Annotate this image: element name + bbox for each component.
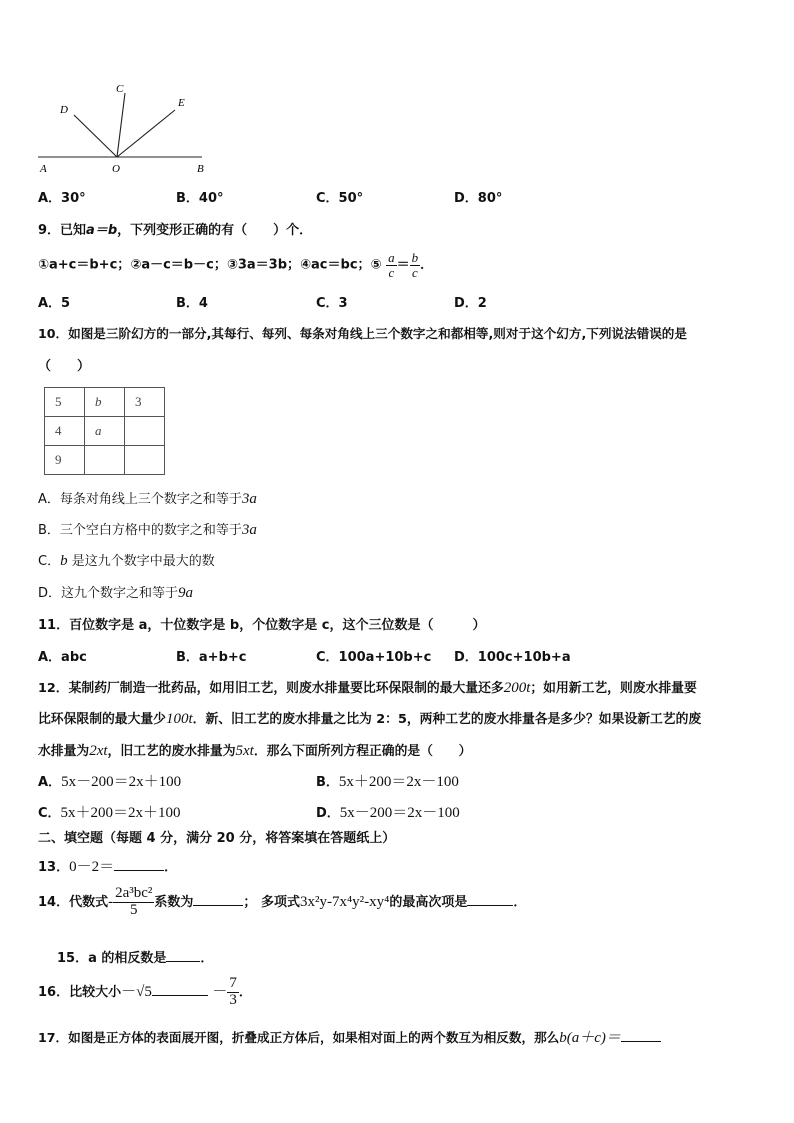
magic-square-grid <box>44 387 165 475</box>
q9-sep: ； <box>287 257 301 273</box>
q9-sep: ； <box>117 257 131 273</box>
q14-end: ． <box>513 894 527 910</box>
q12-option-a[interactable] <box>38 770 181 791</box>
q11-option-d[interactable]: D．100c+10b+a <box>454 650 571 665</box>
q12-text: ．新、旧工艺的废水排量之比为 2：5，两种工艺的废水排量各是多少？如果设新工艺的废 <box>192 712 702 727</box>
q16-text: 16．比较大小 <box>38 984 122 1000</box>
label-a: A <box>40 163 47 175</box>
q10-option-d[interactable] <box>38 582 193 602</box>
q12-text: ．那么下面所列方程正确的是（ ） <box>253 744 472 759</box>
q11-option-a[interactable]: A．abc <box>38 650 87 665</box>
grid-cell <box>125 417 165 446</box>
q13-answer-blank[interactable] <box>114 870 164 871</box>
q12-math: 100t <box>165 711 193 727</box>
q12-text: ，旧工艺的废水排量为 <box>107 744 236 759</box>
q14-polynomial: 3x²y-7x⁴y²-xy⁴ <box>299 893 390 910</box>
q9-items <box>38 251 433 279</box>
q14-text: 14．代数式 <box>38 894 109 910</box>
q9-option-d[interactable]: D．2 <box>454 296 487 311</box>
q12-option-b-equation: 5x＋200＝2x－100 <box>338 774 459 790</box>
q12-text: 水排量为 <box>38 744 90 759</box>
q9-item-1: ①a+c＝b+c <box>38 257 118 273</box>
q17-expression: b(a＋c)＝ <box>559 1030 621 1046</box>
q10-option-b-math: 3a <box>241 522 257 538</box>
q8-option-c[interactable]: C．50° <box>316 191 364 206</box>
q17-answer-blank[interactable] <box>621 1041 661 1042</box>
q12-text: 12．某制药厂制造一批药品，如用旧工艺，则废水排量要比环保限制的最大量还多 <box>38 681 504 696</box>
q12-option-d[interactable] <box>316 801 460 822</box>
q10-option-a-math: 3a <box>241 491 257 507</box>
q11-stem: 11．百位数字是 a，十位数字是 b，个位数字是 c，这个三位数是（ ） <box>38 618 486 633</box>
q10-stem-line1: 10．如图是三阶幻方的一部分,其每行、每列、每条对角线上三个数字之和都相等,则对于这个幻方,下列说法错误的是 <box>38 326 687 341</box>
q9-option-a[interactable]: A．5 <box>38 296 71 311</box>
q14-answer-blank-2[interactable] <box>467 905 513 906</box>
q15-text: 15．a 的相反数是 <box>57 951 167 966</box>
q9-sep: ； <box>357 257 371 273</box>
grid-cell: 3 <box>125 388 165 417</box>
grid-cell <box>85 446 125 475</box>
q16-fraction: $\frac{7}{3}$ <box>229 975 237 1008</box>
q12-option-b-label: B． <box>316 775 339 790</box>
q14-answer-blank-1[interactable] <box>193 905 243 906</box>
q16 <box>38 976 252 1009</box>
q9-item-3: ③3a＝3b <box>226 257 288 273</box>
angle-figure <box>30 75 220 180</box>
q12-text: 比环保限制的最大量少 <box>38 712 166 727</box>
q8-option-d[interactable]: D．80° <box>454 191 503 206</box>
q12-line3 <box>38 740 471 760</box>
q12-option-c-equation: 5x＋200＝2x＋100 <box>60 805 181 821</box>
label-c: C <box>116 83 124 95</box>
q10-option-a-label: A．每条对角线上三个数字之和等于 <box>38 492 242 507</box>
q16-minus: － <box>212 983 228 1000</box>
label-d: D <box>60 104 68 116</box>
q12-option-c[interactable] <box>38 801 181 822</box>
q12-line1 <box>38 677 697 697</box>
q8-option-a[interactable]: A．30° <box>38 191 86 206</box>
grid-cell: 5 <box>45 388 85 417</box>
q13 <box>38 855 177 876</box>
q10-option-b[interactable] <box>38 519 257 539</box>
q15-end: ． <box>200 951 214 966</box>
q9-fraction-a-over-c: $\frac{a}{c}$ <box>388 250 395 280</box>
q9-equals: ＝ <box>396 257 410 273</box>
q16-expression-1: －√5 <box>121 983 152 1000</box>
q13-end: ． <box>164 860 178 875</box>
q11-option-b[interactable]: B．a+b+c <box>176 650 247 665</box>
ray-oe <box>117 110 175 157</box>
q13-expression: 0－2＝ <box>69 859 115 875</box>
q12-option-b[interactable] <box>316 770 459 791</box>
q15 <box>57 947 213 966</box>
q12-math: 200t <box>503 680 531 696</box>
q12-math: 2xt <box>89 743 108 759</box>
section-heading: 二、填空题（每题 4 分，满分 20 分，将答案填在答题纸上） <box>38 831 396 846</box>
q12-option-c-label: C． <box>38 806 61 821</box>
q11-option-c[interactable]: C．100a+10b+c <box>316 650 432 665</box>
q9-item-4: ④ac＝bc <box>300 257 358 273</box>
grid-cell <box>125 446 165 475</box>
q9-item-5: ⑤ <box>370 257 382 273</box>
q9-stem-b: ，下列变形正确的有（ ）个． <box>117 223 313 238</box>
q12-line2 <box>38 708 701 728</box>
q16-end: ． <box>238 984 252 1000</box>
q9-stem-a: 9．已知 <box>38 223 87 238</box>
q12-text: ；如用新工艺，则废水排量要 <box>530 681 697 696</box>
q14-text: 系数为 <box>154 894 194 910</box>
q14-minus: - <box>108 893 114 910</box>
q10-option-c-math: b <box>60 553 68 569</box>
q12-option-d-label: D． <box>316 806 340 821</box>
grid-cell: b <box>85 388 125 417</box>
q17-text: 17．如图是正方体的表面展开图，折叠成正方体后，如果相对面上的两个数互为相反数，那么 <box>38 1030 560 1045</box>
q9-end: ． <box>420 257 434 273</box>
q12-math: 5xt <box>235 743 254 759</box>
q14-fraction: $\frac{\text{2a³bc²}}{5}$ <box>115 885 153 918</box>
label-o: O <box>112 163 120 175</box>
q10-option-c-label: C． <box>38 554 61 569</box>
q9-sep: ； <box>213 257 227 273</box>
q16-answer-blank[interactable] <box>152 995 208 996</box>
q12-option-a-equation: 5x－200＝2x＋100 <box>61 774 182 790</box>
grid-cell: a <box>85 417 125 446</box>
label-e: E <box>178 97 185 109</box>
ray-oc <box>117 93 125 157</box>
q8-option-b[interactable]: B．40° <box>176 191 224 206</box>
q10-option-b-label: B．三个空白方格中的数字之和等于 <box>38 523 242 538</box>
q10-stem-line2: （ ） <box>38 359 91 374</box>
q17 <box>38 1026 661 1047</box>
q15-answer-blank[interactable] <box>166 961 200 962</box>
q9-option-b[interactable]: B．4 <box>176 296 208 311</box>
q13-number: 13． <box>38 860 70 875</box>
q10-option-a[interactable] <box>38 488 257 508</box>
ray-od <box>74 115 117 157</box>
q14-text: ； 多项式 <box>243 894 300 910</box>
q12-option-d-equation: 5x－200＝2x－100 <box>339 805 460 821</box>
q10-option-c[interactable] <box>38 550 215 570</box>
q9-item-2: ②a－c＝b－c <box>130 257 214 273</box>
grid-cell: 4 <box>45 417 85 446</box>
q12-option-a-label: A． <box>38 775 62 790</box>
q10-option-d-math: 9a <box>178 585 194 601</box>
label-b: B <box>197 163 204 175</box>
q14-text: 的最高次项是 <box>389 894 468 910</box>
grid-cell: 9 <box>45 446 85 475</box>
q10-option-d-label: D．这九个数字之和等于 <box>38 586 179 601</box>
q14 <box>38 886 526 919</box>
q9-option-c[interactable]: C．3 <box>316 296 348 311</box>
q9-condition: a＝b <box>86 223 118 238</box>
q10-option-c-tail: 是这九个数字中最大的数 <box>71 554 215 569</box>
q9-stem <box>38 219 312 238</box>
q9-fraction-b-over-c: $\frac{b}{c}$ <box>411 250 419 280</box>
